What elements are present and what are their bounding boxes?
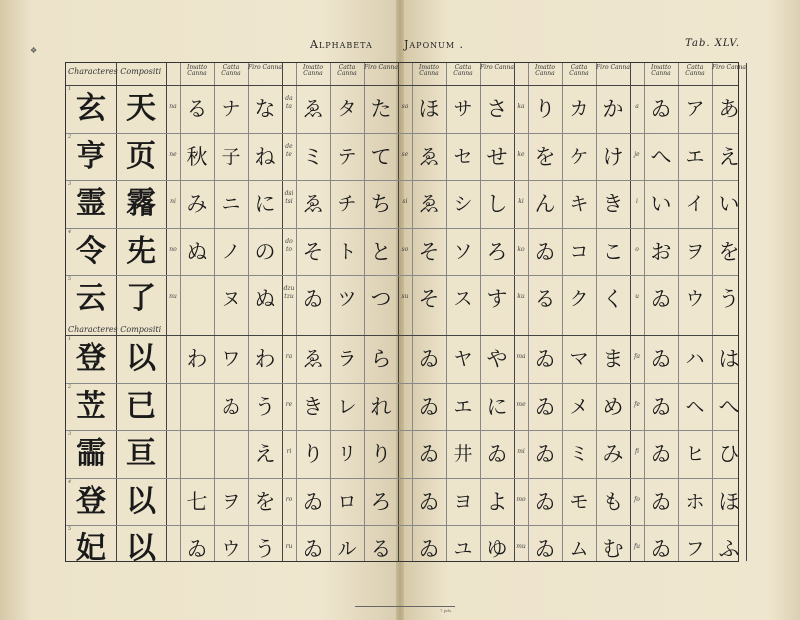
romanization-label: re bbox=[285, 400, 293, 408]
kana-character: に bbox=[254, 192, 276, 217]
column-header: Imatto Canna bbox=[418, 64, 440, 77]
kana-character: ゐ bbox=[302, 537, 324, 562]
kana-character: ヒ bbox=[685, 443, 705, 466]
kana-character: ケ bbox=[569, 145, 589, 168]
romanization-label: fi bbox=[634, 448, 639, 456]
kana-character: ゐ bbox=[650, 394, 672, 419]
romanization-label: ta bbox=[286, 103, 292, 110]
kana-character: や bbox=[486, 347, 508, 371]
kana-character: ほ bbox=[418, 97, 440, 121]
kana-character: ほ bbox=[718, 489, 740, 514]
kana-character: ゐ bbox=[534, 489, 556, 514]
kana-character: コ bbox=[569, 240, 589, 263]
kana-character: ゐ bbox=[418, 442, 440, 467]
kana-character: み bbox=[186, 192, 208, 217]
kana-character: ゐ bbox=[534, 239, 556, 264]
romanization-label: je bbox=[634, 150, 640, 158]
romanization-label: mo bbox=[516, 495, 526, 503]
romanization-label: ko bbox=[517, 245, 525, 253]
composite-character: 兂 bbox=[126, 233, 156, 269]
kana-character: て bbox=[370, 144, 392, 169]
composite-character: 玄 bbox=[76, 91, 106, 126]
kana-character: を bbox=[534, 144, 556, 169]
kana-character: ら bbox=[370, 347, 392, 371]
kana-character: ゐ bbox=[418, 394, 440, 419]
composite-character: 亨 bbox=[76, 138, 106, 174]
kana-character: わ bbox=[186, 347, 208, 371]
composite-character: 已 bbox=[126, 388, 156, 424]
kana-character: サ bbox=[453, 98, 473, 120]
row-divider bbox=[66, 478, 738, 479]
kana-character: ア bbox=[685, 98, 705, 120]
romanization-label: to bbox=[285, 245, 293, 253]
kana-character: に bbox=[486, 394, 508, 419]
kana-character: ろ bbox=[486, 239, 508, 264]
composite-character: 页 bbox=[126, 138, 156, 174]
row-number: 5 bbox=[68, 276, 72, 283]
kana-character: モ bbox=[569, 490, 589, 513]
scale-label: 7 pds bbox=[440, 608, 451, 613]
romanization-label: na bbox=[169, 103, 177, 110]
kana-character: え bbox=[254, 442, 276, 467]
kana-character: み bbox=[602, 442, 624, 467]
kana-character: ム bbox=[569, 538, 589, 561]
kana-character: ス bbox=[453, 288, 473, 311]
romanization-label: ka bbox=[517, 103, 525, 110]
romanization-label: ra bbox=[285, 353, 293, 360]
kana-character: ロ bbox=[337, 490, 357, 513]
kana-character: ゐ bbox=[534, 537, 556, 562]
kana-character: と bbox=[370, 239, 392, 264]
kana-character: ウ bbox=[221, 538, 241, 561]
kana-character: ひ bbox=[718, 442, 740, 467]
plate-number: Tab. XLV. bbox=[685, 38, 740, 49]
kana-character: ゑ bbox=[418, 192, 440, 217]
kana-character: ゐ bbox=[186, 537, 208, 562]
kana-character: カ bbox=[569, 98, 589, 120]
kana-character: め bbox=[602, 394, 624, 419]
romanization-label: ku bbox=[517, 293, 525, 301]
kana-character: ゐ bbox=[486, 442, 508, 467]
kana-character: ゐ bbox=[302, 489, 324, 514]
romanization-label: no bbox=[169, 245, 177, 253]
romanization-label-alt: da bbox=[285, 95, 293, 102]
row-divider bbox=[66, 228, 738, 229]
kana-character: エ bbox=[453, 395, 473, 418]
romanization-label-alt: de bbox=[285, 142, 293, 150]
composite-character: 苙 bbox=[76, 388, 106, 424]
row-number: 1 bbox=[68, 86, 72, 92]
kana-character: き bbox=[602, 192, 624, 217]
row-divider bbox=[66, 335, 738, 336]
kana-character: ミ bbox=[302, 144, 324, 169]
kana-character: ホ bbox=[685, 490, 705, 513]
romanization-label-alt: dsi bbox=[284, 190, 294, 198]
kana-character: ゐ bbox=[650, 287, 672, 312]
row-number: 4 bbox=[68, 228, 72, 235]
kana-character: リ bbox=[337, 443, 357, 466]
kana-character: り bbox=[370, 442, 392, 467]
title-right: Japonum . bbox=[404, 38, 465, 51]
alphabet-table bbox=[65, 62, 746, 567]
romanization-label: u bbox=[635, 293, 639, 301]
kana-character: チ bbox=[337, 193, 357, 216]
kana-character: ね bbox=[254, 144, 276, 169]
romanization-label: ru bbox=[285, 543, 293, 551]
kana-character: タ bbox=[337, 98, 357, 120]
row-number: 4 bbox=[68, 478, 72, 485]
column-divider bbox=[166, 63, 167, 561]
kana-character: 子 bbox=[221, 145, 241, 168]
kana-character: ゐ bbox=[302, 287, 324, 312]
kana-character: ち bbox=[370, 192, 392, 217]
kana-character: ツ bbox=[337, 288, 357, 311]
composite-character: 云 bbox=[76, 281, 106, 317]
romanization-label: ro bbox=[285, 495, 293, 503]
kana-character: ゐ bbox=[650, 97, 672, 121]
kana-character: き bbox=[302, 394, 324, 419]
kana-character: り bbox=[302, 442, 324, 467]
kana-character: お bbox=[650, 239, 672, 264]
column-header: Firo Canna bbox=[480, 64, 514, 71]
kana-character: を bbox=[254, 489, 276, 514]
column-header: Firo Canna bbox=[248, 64, 282, 71]
composite-header: Characteres Compositi bbox=[68, 325, 162, 334]
kana-character: の bbox=[254, 239, 276, 264]
kana-character: ゑ bbox=[302, 192, 324, 217]
kana-character: を bbox=[718, 239, 740, 264]
romanization-label: ki bbox=[518, 198, 524, 206]
column-header: Catta Canna bbox=[685, 64, 705, 77]
kana-character: へ bbox=[718, 394, 740, 419]
kana-character: ゐ bbox=[418, 347, 440, 371]
romanization-label: a bbox=[635, 103, 639, 110]
kana-character: あ bbox=[718, 97, 740, 121]
kana-character: る bbox=[370, 537, 392, 562]
kana-character: つ bbox=[370, 287, 392, 312]
kana-character: は bbox=[718, 347, 740, 371]
kana-character: か bbox=[602, 97, 624, 121]
composite-character: 登 bbox=[76, 341, 106, 376]
composite-character: 了 bbox=[126, 281, 156, 317]
romanization-label: fe bbox=[634, 400, 640, 408]
composite-character: 以 bbox=[126, 483, 156, 519]
kana-character: ト bbox=[337, 240, 357, 263]
row-number: 3 bbox=[68, 181, 72, 188]
column-header: Catta Canna bbox=[453, 64, 473, 77]
kana-character: い bbox=[650, 192, 672, 217]
kana-character: ヲ bbox=[685, 240, 705, 263]
romanization-label: tsi bbox=[285, 198, 293, 206]
kana-character: い bbox=[718, 192, 740, 217]
kana-character: ゐ bbox=[534, 442, 556, 467]
kana-character: す bbox=[486, 287, 508, 312]
kana-character: ウ bbox=[685, 288, 705, 311]
composite-character: 以 bbox=[126, 341, 156, 376]
row-number: 1 bbox=[68, 336, 72, 342]
composite-character: 天 bbox=[126, 91, 156, 126]
kana-character: ゐ bbox=[534, 394, 556, 419]
kana-character: ヘ bbox=[685, 395, 705, 418]
kana-character: う bbox=[254, 394, 276, 419]
column-header: Imatto Canna bbox=[534, 64, 556, 77]
kana-character: ヌ bbox=[221, 288, 241, 311]
kana-character: テ bbox=[337, 145, 357, 168]
romanization-label: su bbox=[401, 293, 409, 301]
kana-character: ヲ bbox=[221, 490, 241, 513]
column-header: Catta Canna bbox=[337, 64, 357, 77]
row-divider bbox=[66, 383, 738, 384]
kana-character: セ bbox=[453, 145, 473, 168]
kana-character: ワ bbox=[221, 348, 241, 370]
kana-character: ナ bbox=[221, 98, 241, 120]
kana-character: ゐ bbox=[650, 489, 672, 514]
romanization-label: ri bbox=[286, 448, 292, 456]
kana-character: イ bbox=[685, 193, 705, 216]
kana-character: ゑ bbox=[302, 347, 324, 371]
romanization-label: ma bbox=[516, 353, 526, 360]
column-header: Imatto Canna bbox=[650, 64, 672, 77]
kana-character: ゑ bbox=[418, 144, 440, 169]
kana-character: キ bbox=[569, 193, 589, 216]
kana-character: フ bbox=[685, 538, 705, 561]
kana-character: う bbox=[718, 287, 740, 312]
romanization-label: fu bbox=[633, 543, 641, 551]
row-divider bbox=[66, 430, 738, 431]
kana-character: え bbox=[718, 144, 740, 169]
romanization-label-alt: do bbox=[285, 237, 293, 245]
composite-character: 霿 bbox=[126, 186, 156, 222]
row-divider bbox=[66, 180, 738, 181]
composite-character: 令 bbox=[76, 233, 106, 269]
romanization-label: nu bbox=[169, 293, 177, 301]
kana-character: 七 bbox=[186, 489, 208, 514]
kana-character: ゆ bbox=[486, 537, 508, 562]
kana-character: ユ bbox=[453, 538, 473, 561]
romanization-label: ni bbox=[170, 198, 176, 206]
kana-character: ぬ bbox=[186, 239, 208, 264]
composite-character: 霊 bbox=[76, 186, 106, 222]
romanization-label: si bbox=[402, 198, 408, 206]
kana-character: ゐ bbox=[650, 347, 672, 371]
romanization-label: fa bbox=[634, 353, 640, 360]
kana-character: ふ bbox=[718, 537, 740, 562]
composite-header: Characteres Compositi bbox=[68, 67, 162, 76]
kana-character: り bbox=[534, 97, 556, 121]
row-number: 2 bbox=[68, 383, 72, 390]
kana-character: エ bbox=[685, 145, 705, 168]
kana-character: た bbox=[370, 97, 392, 121]
kana-character: 秋 bbox=[186, 144, 208, 169]
kana-character: よ bbox=[486, 489, 508, 514]
kana-character: ニ bbox=[221, 193, 241, 216]
column-header: Firo Canna bbox=[712, 64, 746, 71]
column-header: Imatto Canna bbox=[302, 64, 324, 77]
kana-character: む bbox=[602, 537, 624, 562]
kana-character: く bbox=[602, 287, 624, 312]
kana-character: そ bbox=[418, 239, 440, 264]
title-left: Alphabeta bbox=[310, 38, 373, 51]
kana-character: ま bbox=[602, 347, 624, 371]
romanization-label: me bbox=[516, 400, 526, 408]
romanization-label: te bbox=[286, 150, 292, 158]
kana-character: う bbox=[254, 537, 276, 562]
kana-character: せ bbox=[486, 144, 508, 169]
kana-character: ゐ bbox=[418, 489, 440, 514]
kana-character: ヤ bbox=[453, 348, 473, 370]
kana-character: る bbox=[534, 287, 556, 312]
kana-character: ゑ bbox=[302, 97, 324, 121]
sewing-marks: ❖ bbox=[30, 46, 38, 55]
kana-character: ル bbox=[337, 538, 357, 561]
kana-character: わ bbox=[254, 347, 276, 371]
romanization-label: so bbox=[401, 245, 409, 253]
kana-character: も bbox=[602, 489, 624, 514]
header-divider bbox=[66, 85, 738, 86]
kana-character: さ bbox=[486, 97, 508, 121]
romanization-label: o bbox=[635, 245, 639, 253]
composite-character: 以 bbox=[126, 531, 156, 567]
kana-character: ヨ bbox=[453, 490, 473, 513]
row-divider bbox=[66, 275, 738, 276]
row-divider bbox=[66, 133, 738, 134]
kana-character: レ bbox=[337, 395, 357, 418]
kana-character: ソ bbox=[453, 240, 473, 263]
composite-character: 亘 bbox=[126, 436, 156, 472]
kana-character: ゐ bbox=[534, 347, 556, 371]
romanization-label: ne bbox=[169, 150, 177, 158]
romanization-label: i bbox=[636, 198, 638, 206]
romanization-label: mu bbox=[516, 543, 526, 551]
kana-character: こ bbox=[602, 239, 624, 264]
kana-character: ク bbox=[569, 288, 589, 311]
kana-character: る bbox=[186, 97, 208, 121]
composite-character: 登 bbox=[76, 483, 106, 519]
kana-character: ゐ bbox=[221, 395, 241, 418]
kana-character: ゐ bbox=[650, 537, 672, 562]
kana-character: シ bbox=[453, 193, 473, 216]
romanization-label-alt: dzu bbox=[283, 285, 295, 293]
column-header: Firo Canna bbox=[596, 64, 630, 71]
romanization-label: se bbox=[401, 150, 409, 158]
kana-character: し bbox=[486, 192, 508, 217]
row-number: 2 bbox=[68, 133, 72, 140]
kana-character: メ bbox=[569, 395, 589, 418]
kana-character: ゐ bbox=[418, 537, 440, 562]
romanization-label: fo bbox=[634, 495, 640, 503]
kana-character: そ bbox=[418, 287, 440, 312]
romanization-label: tzu bbox=[284, 293, 294, 301]
kana-character: へ bbox=[650, 144, 672, 169]
romanization-label: sa bbox=[401, 103, 409, 110]
kana-character: け bbox=[602, 144, 624, 169]
row-number: 3 bbox=[68, 431, 72, 438]
kana-character: ろ bbox=[370, 489, 392, 514]
kana-character: ノ bbox=[221, 240, 241, 263]
kana-character: ぬ bbox=[254, 287, 276, 312]
kana-character: ん bbox=[534, 192, 556, 217]
kana-character: れ bbox=[370, 394, 392, 419]
romanization-label: mi bbox=[517, 448, 525, 456]
kana-character: そ bbox=[302, 239, 324, 264]
kana-character: ゐ bbox=[650, 442, 672, 467]
column-header: Catta Canna bbox=[221, 64, 241, 77]
kana-character: ラ bbox=[337, 348, 357, 370]
row-divider bbox=[66, 525, 738, 526]
column-header: Firo Canna bbox=[364, 64, 398, 71]
kana-character: な bbox=[254, 97, 276, 121]
row-number: 5 bbox=[68, 526, 72, 533]
kana-character: マ bbox=[569, 348, 589, 370]
kana-character: ハ bbox=[685, 348, 705, 370]
composite-character: 妃 bbox=[76, 531, 106, 567]
scale-bar bbox=[355, 600, 455, 607]
column-header: Imatto Canna bbox=[186, 64, 208, 77]
composite-character: 霝 bbox=[76, 436, 106, 472]
romanization-label: ke bbox=[517, 150, 525, 158]
kana-character: 井 bbox=[453, 443, 473, 466]
kana-character: ミ bbox=[569, 443, 589, 466]
column-header: Catta Canna bbox=[569, 64, 589, 77]
